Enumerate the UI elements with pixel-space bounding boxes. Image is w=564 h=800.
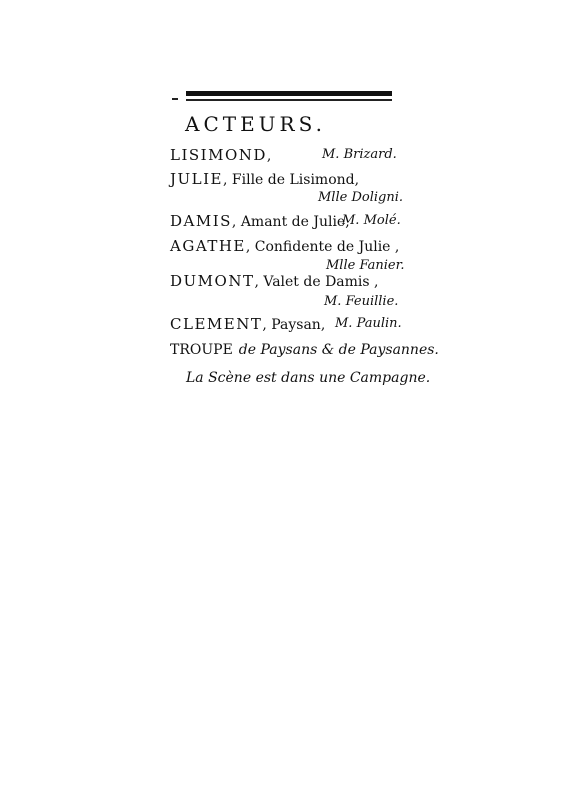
character-desc: , Paysan, bbox=[262, 317, 326, 333]
character-name: AGATHE bbox=[170, 237, 246, 255]
character-name: DAMIS bbox=[170, 212, 232, 230]
actor-name: M. Molé. bbox=[342, 213, 401, 228]
page-heading: ACTEURS. bbox=[185, 112, 326, 136]
cast-line-troupe bbox=[170, 342, 439, 358]
troupe-name: TROUPE bbox=[170, 342, 233, 358]
troupe-desc: de Paysans & de Paysannes. bbox=[238, 342, 439, 358]
cast-line-lisimond bbox=[170, 146, 271, 164]
cast-line-clement bbox=[170, 315, 325, 333]
rule-thick bbox=[186, 91, 392, 96]
character-desc: , bbox=[266, 148, 272, 164]
character-name: LISIMOND bbox=[170, 146, 267, 164]
cast-line-dumont bbox=[170, 272, 379, 290]
actor-name: M. Paulin. bbox=[335, 316, 402, 331]
character-name: JULIE bbox=[170, 170, 223, 188]
actor-name: M. Brizard. bbox=[322, 147, 397, 162]
scene-note: La Scène est dans une Campagne. bbox=[186, 370, 431, 386]
character-desc: , Valet de Damis , bbox=[254, 274, 379, 290]
rule-dash bbox=[172, 98, 178, 100]
cast-line-julie bbox=[170, 170, 359, 188]
cast-line-damis bbox=[170, 212, 350, 230]
character-name: DUMONT bbox=[170, 272, 255, 290]
actor-name: M. Feuillie. bbox=[324, 294, 399, 309]
rule-thin bbox=[186, 99, 392, 101]
character-desc: , Confidente de Julie , bbox=[245, 239, 400, 255]
header-rule bbox=[172, 90, 394, 104]
character-name: CLEMENT bbox=[170, 315, 263, 333]
actor-name: Mlle Fanier. bbox=[326, 258, 405, 273]
character-desc: , Amant de Julie, bbox=[231, 214, 350, 230]
character-desc: , Fille de Lisimond, bbox=[223, 172, 360, 188]
cast-line-agathe bbox=[170, 237, 399, 255]
actor-name: Mlle Doligni. bbox=[318, 190, 404, 205]
